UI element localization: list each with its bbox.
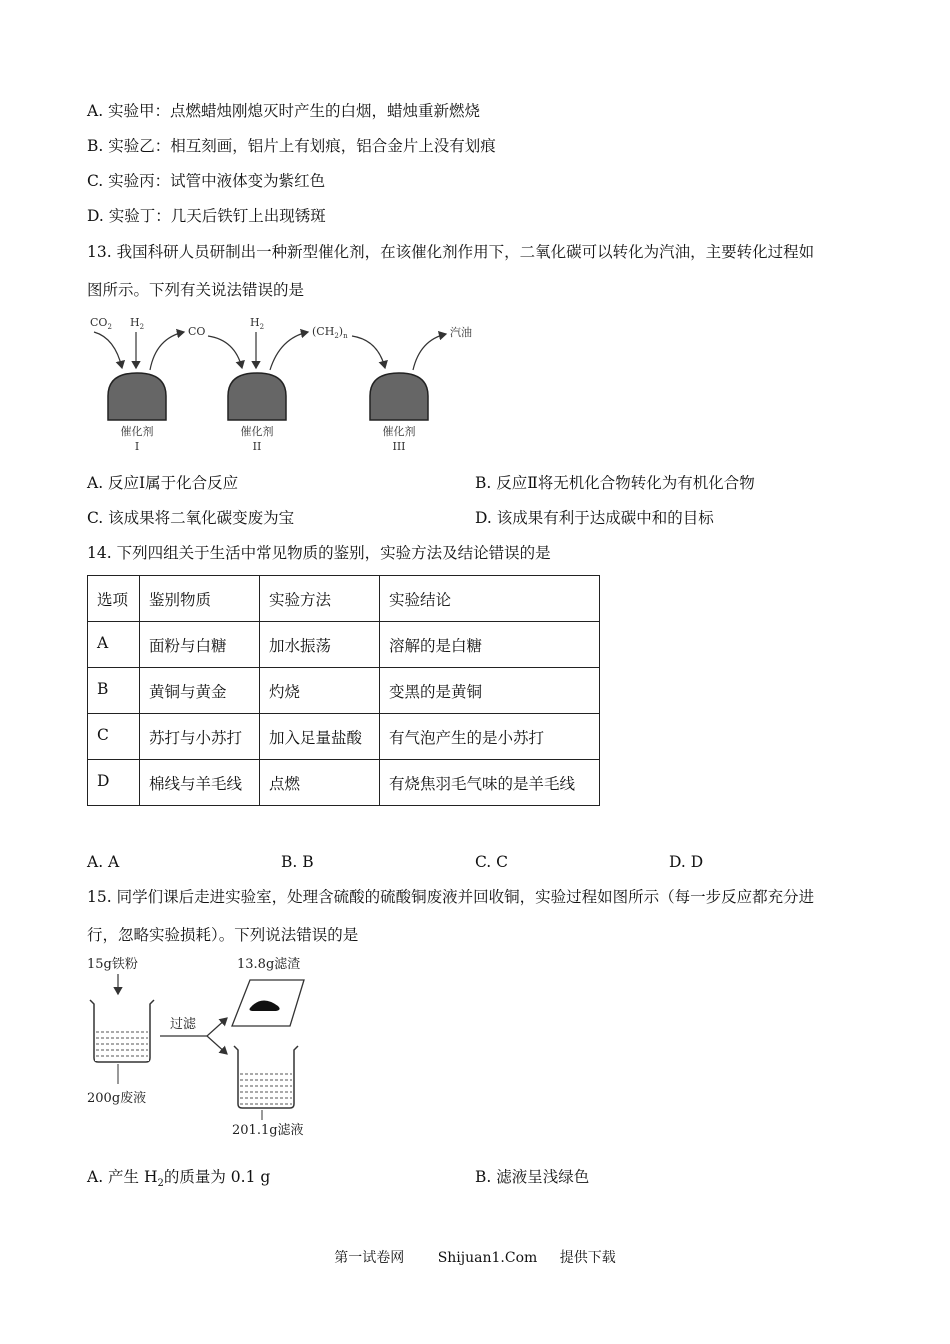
q12-option-a: A. 实验甲：点燃蜡烛刚熄灭时产生的白烟，蜡烛重新燃烧 xyxy=(87,102,481,120)
page-footer xyxy=(0,1247,950,1267)
table-cell: 有气泡产生的是小苏打 xyxy=(380,714,600,760)
q13-option-d: D. 该成果有利于达成碳中和的目标 xyxy=(475,509,714,527)
table-cell: 溶解的是白糖 xyxy=(380,622,600,668)
footer-site-cn: 第一试卷网 xyxy=(334,1250,405,1266)
q14-stem: 14. 下列四组关于生活中常见物质的鉴别，实验方法及结论错误的是 xyxy=(87,544,551,562)
filtration-diagram xyxy=(82,950,322,1140)
residue-label: 13.8g滤渣 xyxy=(237,957,301,972)
table-row xyxy=(88,622,600,668)
q15-option-a: A. 产生 $H_2$的质量为 0.1 g xyxy=(87,1168,271,1190)
h2-label-2: $H_2$ xyxy=(250,316,265,331)
ch2n-label: $(CH_2)_n$ xyxy=(312,325,348,340)
q12-option-b: B. 实验乙：相互刻画，铝片上有划痕，铝合金片上没有划痕 xyxy=(87,137,496,155)
table-cell: 面粉与白糖 xyxy=(140,622,260,668)
table-cell: 加水振荡 xyxy=(260,622,380,668)
q14-table xyxy=(87,575,600,806)
table-cell: D xyxy=(88,760,140,806)
filtrate-label: 201.1g滤液 xyxy=(232,1123,304,1138)
q14-option-c: C. C xyxy=(475,853,509,871)
gasoline-label: 汽油 xyxy=(450,326,472,339)
q12-option-c: C. 实验丙：试管中液体变为紫红色 xyxy=(87,172,326,190)
co-label: CO xyxy=(188,325,206,338)
table-cell: 棉线与羊毛线 xyxy=(140,760,260,806)
footer-note: 提供下载 xyxy=(559,1250,616,1266)
catalyst-2-shape xyxy=(228,373,286,420)
q15-stem-line1: 15. 同学们课后走进实验室，处理含硫酸的硫酸铜废液并回收铜，实验过程如图所示（每一步反应都充分进 xyxy=(87,888,815,906)
table-row xyxy=(88,668,600,714)
table-row xyxy=(88,760,600,806)
table-cell: 灼烧 xyxy=(260,668,380,714)
co2-label: $CO_2$ xyxy=(90,316,112,331)
q13-option-c: C. 该成果将二氧化碳变废为宝 xyxy=(87,509,295,527)
table-row xyxy=(88,714,600,760)
q15-option-b: B. 滤液呈浅绿色 xyxy=(475,1168,590,1186)
catalyst-1-label: 催化剂 xyxy=(120,425,154,438)
catalyst-2-label: 催化剂 xyxy=(240,425,274,438)
filter-label: 过滤 xyxy=(170,1017,197,1032)
q14-option-d: D. D xyxy=(669,853,704,871)
table-header-row xyxy=(88,576,600,622)
filtrate-beaker-shape xyxy=(234,1046,298,1108)
table-header-cell: 实验方法 xyxy=(260,576,380,622)
h2-label-1: $H_2$ xyxy=(130,316,145,331)
q13-option-a: A. 反应Ⅰ属于化合反应 xyxy=(87,474,239,492)
catalyst-1-number: I xyxy=(134,440,140,453)
table-cell: 点燃 xyxy=(260,760,380,806)
table-cell: B xyxy=(88,668,140,714)
table-cell: 加入足量盐酸 xyxy=(260,714,380,760)
catalyst-3-label: 催化剂 xyxy=(382,425,416,438)
catalyst-3-shape xyxy=(370,373,428,420)
table-cell: 有烧焦羽毛气味的是羊毛线 xyxy=(380,760,600,806)
catalyst-1-shape xyxy=(108,373,166,420)
table-header-cell: 实验结论 xyxy=(380,576,600,622)
q14-option-b: B. B xyxy=(281,853,314,871)
q14-option-a: A. A xyxy=(87,853,120,871)
table-header-cell: 鉴别物质 xyxy=(140,576,260,622)
q15-stem-line2: 行，忽略实验损耗）。下列说法错误的是 xyxy=(87,926,359,944)
iron-powder-label: 15g铁粉 xyxy=(87,957,138,972)
q13-stem-line1: 13. 我国科研人员研制出一种新型催化剂，在该催化剂作用下，二氧化碳可以转化为汽油，主要转化过程如 xyxy=(87,243,815,261)
footer-site-en: Shijuan1.Com xyxy=(437,1250,538,1266)
table-header-cell: 选项 xyxy=(88,576,140,622)
q13-stem-line2: 图所示。下列有关说法错误的是 xyxy=(87,281,305,299)
q12-option-d: D. 实验丁：几天后铁钉上出现锈斑 xyxy=(87,207,326,225)
table-cell: 黄铜与黄金 xyxy=(140,668,260,714)
catalyst-3-number: III xyxy=(392,440,406,453)
waste-liquid-label: 200g废液 xyxy=(87,1091,147,1106)
table-cell: 苏打与小苏打 xyxy=(140,714,260,760)
catalyst-2-number: II xyxy=(252,440,262,453)
catalyst-process-diagram xyxy=(80,308,500,458)
table-cell: C xyxy=(88,714,140,760)
table-cell: 变黑的是黄铜 xyxy=(380,668,600,714)
q13-option-b: B. 反应Ⅱ将无机化合物转化为有机化合物 xyxy=(475,474,755,492)
table-cell: A xyxy=(88,622,140,668)
